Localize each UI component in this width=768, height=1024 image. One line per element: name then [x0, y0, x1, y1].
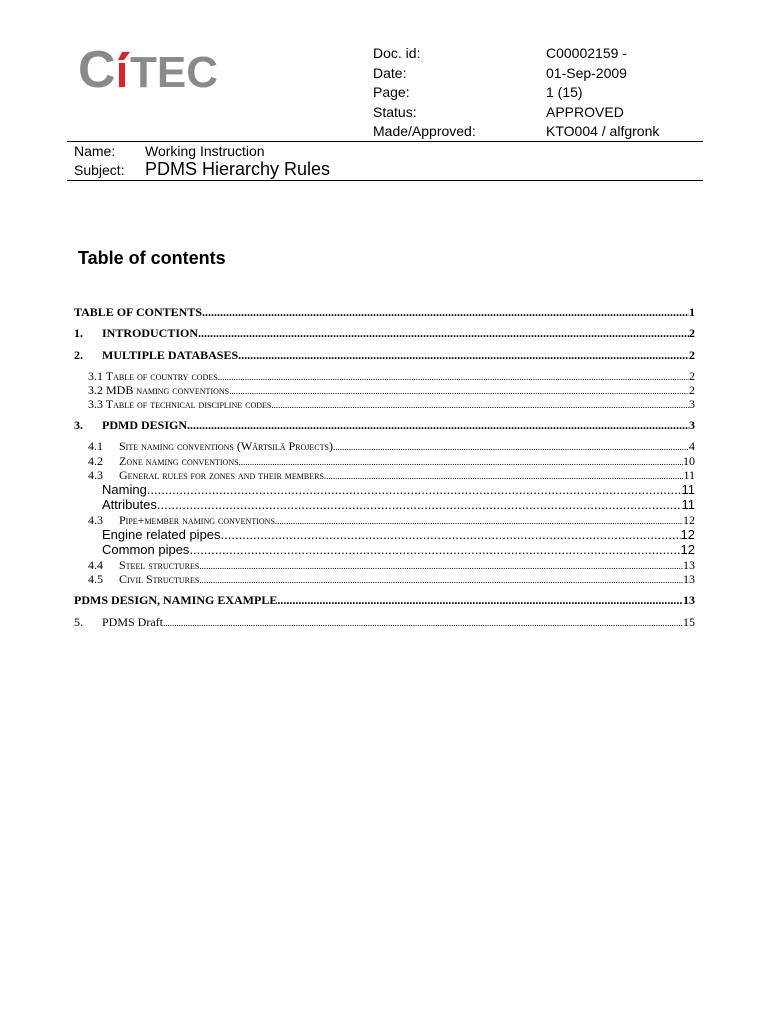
toc-leader-dots [199, 575, 683, 585]
toc-entry[interactable] [88, 558, 695, 573]
toc-leader-dots [198, 326, 689, 341]
toc-entry-text: 3.3 Table of technical discipline codes [88, 397, 272, 411]
toc-entry-number: 4.3 [88, 468, 103, 482]
toc-leader-dots [187, 418, 689, 433]
toc-entry[interactable] [88, 439, 695, 454]
toc-leader-dots [238, 348, 689, 363]
toc-entry-text: TABLE OF CONTENTS [74, 305, 203, 319]
toc-entry[interactable] [74, 593, 695, 608]
toc-entry-page: 2 [689, 383, 695, 397]
toc-entry[interactable] [88, 513, 695, 528]
meta-value: KTO004 / alfgronk [546, 123, 660, 139]
toc-entry-page: 2 [689, 369, 695, 383]
toc-entry-page: 12 [683, 513, 695, 527]
toc-entry-text: PDMD DESIGN [102, 418, 188, 432]
toc-title: Table of contents [78, 248, 226, 268]
toc-entry-page: 3 [689, 418, 695, 432]
meta-value: C00002159 - [546, 45, 627, 61]
subject-label: Subject: [74, 162, 125, 178]
toc-entry-number: 5. [74, 615, 83, 629]
toc-entry-page: 15 [683, 615, 695, 629]
toc-entry-text: Civil Structures [119, 572, 200, 586]
header-divider-bottom [67, 180, 703, 181]
meta-label: Made/Approved: [373, 123, 476, 139]
toc-entry-number: 3. [74, 418, 83, 432]
subject-value: PDMS Hierarchy Rules [145, 159, 331, 179]
toc-leader-dots [221, 527, 681, 542]
toc-entry-text: MULTIPLE DATABASES [102, 348, 239, 362]
toc-entry[interactable] [88, 468, 695, 483]
toc-entry-text: INTRODUCTION [102, 326, 199, 340]
toc-entry[interactable] [88, 397, 695, 412]
toc-entry-page: 13 [683, 558, 695, 572]
toc-entry-page: 13 [683, 593, 695, 607]
toc-entry-page: 12 [680, 527, 695, 542]
toc-entry[interactable] [88, 454, 695, 469]
toc-entry-page: 11 [681, 497, 695, 512]
meta-value: 1 (15) [546, 84, 583, 100]
toc-leader-dots [163, 618, 683, 628]
toc-leader-dots [199, 561, 683, 571]
toc-entry[interactable] [88, 383, 695, 398]
toc-entry[interactable] [88, 369, 695, 384]
meta-value: 01-Sep-2009 [546, 64, 627, 81]
name-value: Working Instruction [145, 143, 265, 159]
toc-entry-page: 13 [683, 572, 695, 586]
toc-entry-text: Common pipes [102, 542, 190, 557]
toc-entry-page: 3 [689, 397, 695, 411]
citec-logo [78, 40, 228, 96]
meta-label: Date: [373, 64, 407, 81]
toc-leader-dots [271, 400, 689, 410]
toc-entry-text: Zone naming conventions [119, 454, 239, 468]
toc-entry-number: 2. [74, 348, 83, 362]
svg-text:TEC: TEC [130, 48, 218, 96]
toc-entry-text: 3.2 MDB naming conventions [88, 383, 230, 397]
toc-entry-text: 3.1 Table of country codes [88, 369, 218, 383]
toc-entry[interactable] [102, 542, 695, 557]
toc-entry[interactable] [88, 572, 695, 587]
toc-entry-page: 1 [689, 305, 695, 319]
toc-entry-text: Pipe+member naming conventions [119, 513, 275, 527]
toc-leader-dots [189, 542, 680, 557]
toc-leader-dots [239, 457, 683, 467]
toc-entry-page: 11 [683, 468, 695, 482]
meta-value: APPROVED [546, 103, 624, 120]
name-label: Name: [74, 143, 116, 159]
toc-entry-number: 4.2 [88, 454, 103, 468]
toc-entry-number: 4.4 [88, 558, 103, 572]
toc-entry-text: General rules for zones and their members [119, 468, 324, 482]
toc-leader-dots [147, 482, 682, 497]
toc-leader-dots [324, 471, 684, 481]
toc-entry-text: PDMS DESIGN, NAMING EXAMPLE [74, 593, 278, 607]
toc-entry[interactable] [74, 305, 695, 320]
toc-entry-number: 4.3 [88, 513, 103, 527]
toc-leader-dots [157, 497, 682, 512]
meta-label: Page: [373, 84, 410, 100]
toc-entry-page: 2 [689, 348, 695, 362]
toc-leader-dots [202, 305, 689, 320]
toc-entry[interactable] [74, 348, 695, 363]
toc-entry[interactable] [102, 527, 695, 542]
toc-entry-text: Naming [102, 482, 147, 497]
toc-entry[interactable] [74, 326, 695, 341]
toc-entry-text: Site naming conventions (Wärtsilä Projects) [119, 439, 333, 453]
toc-leader-dots [333, 442, 689, 452]
toc-leader-dots [277, 593, 683, 608]
toc-entry-text: Engine related pipes [102, 527, 221, 542]
toc-entry-text: Steel structures [119, 558, 200, 572]
toc-entry-text: Attributes [102, 497, 157, 512]
meta-label: Doc. id: [373, 45, 421, 61]
toc-entry-page: 11 [681, 482, 695, 497]
toc-entry-text: PDMS Draft [102, 615, 164, 629]
toc-entry-number: 4.1 [88, 439, 103, 453]
svg-text:C: C [78, 41, 116, 96]
toc-leader-dots [275, 516, 683, 526]
meta-label: Status: [373, 103, 417, 120]
toc-leader-dots [229, 386, 689, 396]
toc-entry[interactable] [74, 418, 695, 433]
toc-entry-page: 10 [683, 454, 695, 468]
toc-entry[interactable] [102, 497, 695, 512]
toc-entry[interactable] [102, 482, 695, 497]
toc-entry-page: 4 [689, 439, 695, 453]
header-divider-top [67, 141, 703, 142]
toc-leader-dots [218, 372, 689, 382]
toc-entry-number: 4.5 [88, 572, 103, 586]
toc-entry-page: 12 [680, 542, 695, 557]
toc-entry-page: 2 [689, 326, 695, 340]
toc-entry[interactable] [74, 615, 695, 630]
toc-entry-number: 1. [74, 326, 83, 340]
